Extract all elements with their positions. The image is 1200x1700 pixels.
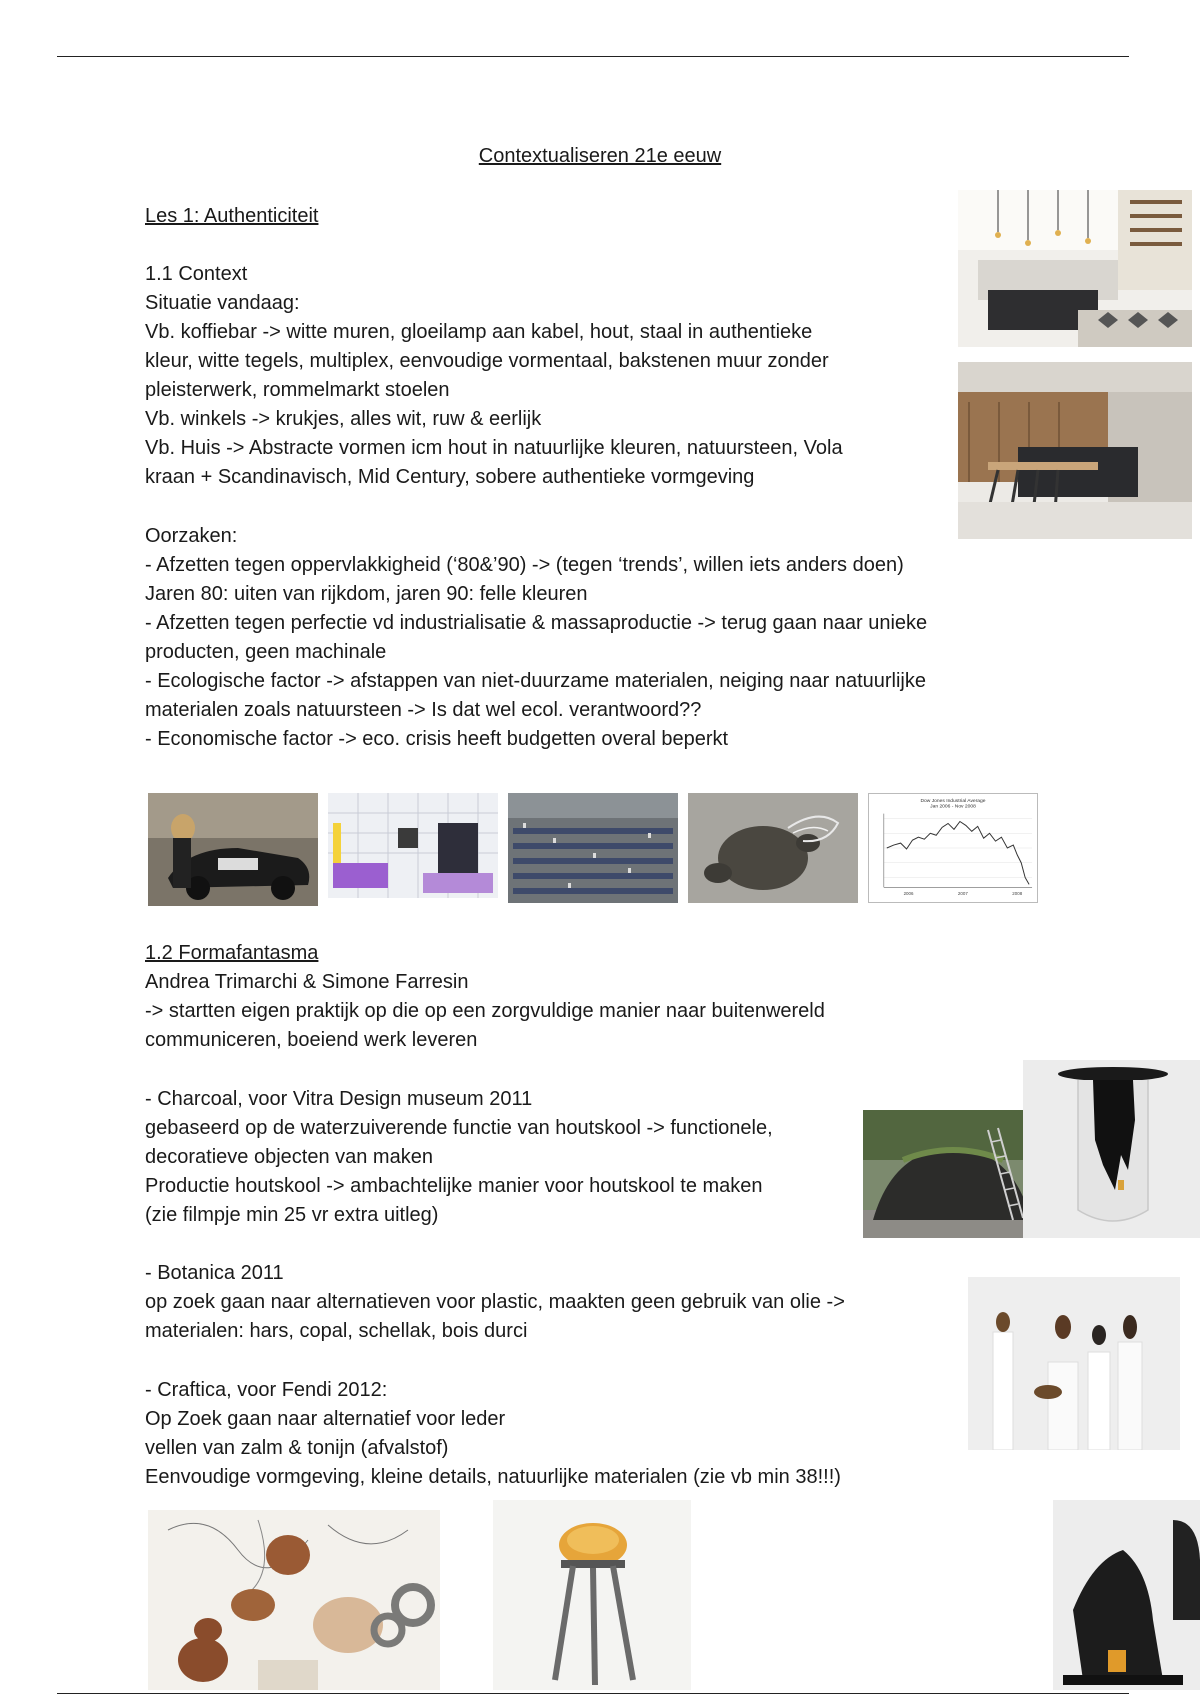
nineties-interior-photo bbox=[328, 793, 498, 898]
stock-chart-thumbnail bbox=[868, 793, 1038, 903]
charcoal-line: Productie houtskool -> ambachtelijke manier voor houtskool te maken bbox=[145, 1175, 763, 1197]
chart-x-label: 2006 bbox=[903, 891, 914, 897]
craftica-line: vellen van zalm & tonijn (afvalstof) bbox=[145, 1437, 449, 1459]
craftica-line: - Craftica, voor Fendi 2012: bbox=[145, 1379, 388, 1401]
charcoal-kiln-photo bbox=[863, 1110, 1038, 1238]
charcoal-line: (zie filmpje min 25 vr extra uitleg) bbox=[145, 1204, 439, 1226]
page-title: Contextualiseren 21e eeuw bbox=[478, 145, 722, 167]
coffee-bar-photo bbox=[958, 190, 1192, 347]
context-line: Situatie vandaag: bbox=[145, 292, 300, 314]
cause-line: - Afzetten tegen oppervlakkigheid (‘80&’90) -> (tegen ‘trends’, willen iets anders doen) bbox=[145, 554, 904, 576]
context-line: kleur, witte tegels, multiplex, eenvoudige vormentaal, bakstenen muur zonder bbox=[145, 350, 829, 372]
top-rule bbox=[57, 56, 1129, 57]
cause-line: producten, geen machinale bbox=[145, 641, 387, 663]
factory-floor-photo bbox=[508, 793, 678, 903]
context-line: pleisterwerk, rommelmarkt stoelen bbox=[145, 379, 450, 401]
charcoal-vase-photo bbox=[1023, 1060, 1200, 1238]
chart-x-label: 2008 bbox=[1012, 891, 1023, 897]
home-kitchen-photo bbox=[958, 362, 1192, 539]
context-line: Vb. koffiebar -> witte muren, gloeilamp aan kabel, hout, staal in authentieke bbox=[145, 321, 813, 343]
craftica-line: Op Zoek gaan naar alternatief voor leder bbox=[145, 1408, 506, 1430]
chart-subtitle: Jan 2006 - Nov 2008 bbox=[930, 804, 976, 810]
causes-heading: Oorzaken: bbox=[145, 525, 238, 547]
formafantasma-line: communiceren, boeiend werk leveren bbox=[145, 1029, 478, 1051]
charcoal-line: - Charcoal, voor Vitra Design museum 2011 bbox=[145, 1088, 533, 1110]
botanica-line: op zoek gaan naar alternatieven voor plastic, maakten geen gebruik van olie -> bbox=[145, 1291, 845, 1313]
lesson-heading: Les 1: Authenticiteit bbox=[145, 205, 319, 227]
botanica-line: materialen: hars, copal, schellak, bois durci bbox=[145, 1320, 528, 1342]
context-line: Vb. winkels -> krukjes, alles wit, ruw & eerlijk bbox=[145, 408, 542, 430]
lamborghini-photo bbox=[148, 793, 318, 906]
cause-line: Jaren 80: uiten van rijkdom, jaren 90: felle kleuren bbox=[145, 583, 588, 605]
charcoal-line: gebaseerd op de waterzuiverende functie van houtskool -> functionele, bbox=[145, 1117, 773, 1139]
craftica-sketches-photo bbox=[148, 1510, 440, 1690]
section-heading-formafantasma: 1.2 Formafantasma bbox=[145, 942, 319, 964]
charcoal-line: decoratieve objecten van maken bbox=[145, 1146, 433, 1168]
cause-line: - Economische factor -> eco. crisis heeft budgetten overal beperkt bbox=[145, 728, 729, 750]
chart-title: Dow Jones Industrial Average bbox=[920, 798, 986, 804]
cause-line: - Afzetten tegen perfectie vd industrialisatie & massaproductie -> terug gaan naar unieke bbox=[145, 612, 928, 634]
turtle-plastic-photo bbox=[688, 793, 858, 903]
charcoal-object-photo bbox=[1053, 1500, 1200, 1690]
context-line: Vb. Huis -> Abstracte vormen icm hout in natuurlijke kleuren, natuursteen, Vola bbox=[145, 437, 843, 459]
botanica-objects-photo bbox=[968, 1277, 1180, 1450]
context-line: kraan + Scandinavisch, Mid Century, sobere authentieke vormgeving bbox=[145, 466, 755, 488]
craftica-stool-photo bbox=[493, 1500, 691, 1690]
craftica-line: Eenvoudige vormgeving, kleine details, natuurlijke materialen (zie vb min 38!!!) bbox=[145, 1466, 841, 1488]
formafantasma-line: -> startten eigen praktijk op die op een zorgvuldige manier naar buitenwereld bbox=[145, 1000, 825, 1022]
cause-line: - Ecologische factor -> afstappen van niet-duurzame materialen, neiging naar natuurlijke bbox=[145, 670, 926, 692]
chart-x-label: 2007 bbox=[957, 891, 968, 897]
bottom-rule bbox=[57, 1693, 1129, 1694]
cause-line: materialen zoals natuursteen -> Is dat wel ecol. verantwoord?? bbox=[145, 699, 702, 721]
botanica-line: - Botanica 2011 bbox=[145, 1262, 284, 1284]
section-heading-context: 1.1 Context bbox=[145, 263, 248, 285]
formafantasma-line: Andrea Trimarchi & Simone Farresin bbox=[145, 971, 469, 993]
